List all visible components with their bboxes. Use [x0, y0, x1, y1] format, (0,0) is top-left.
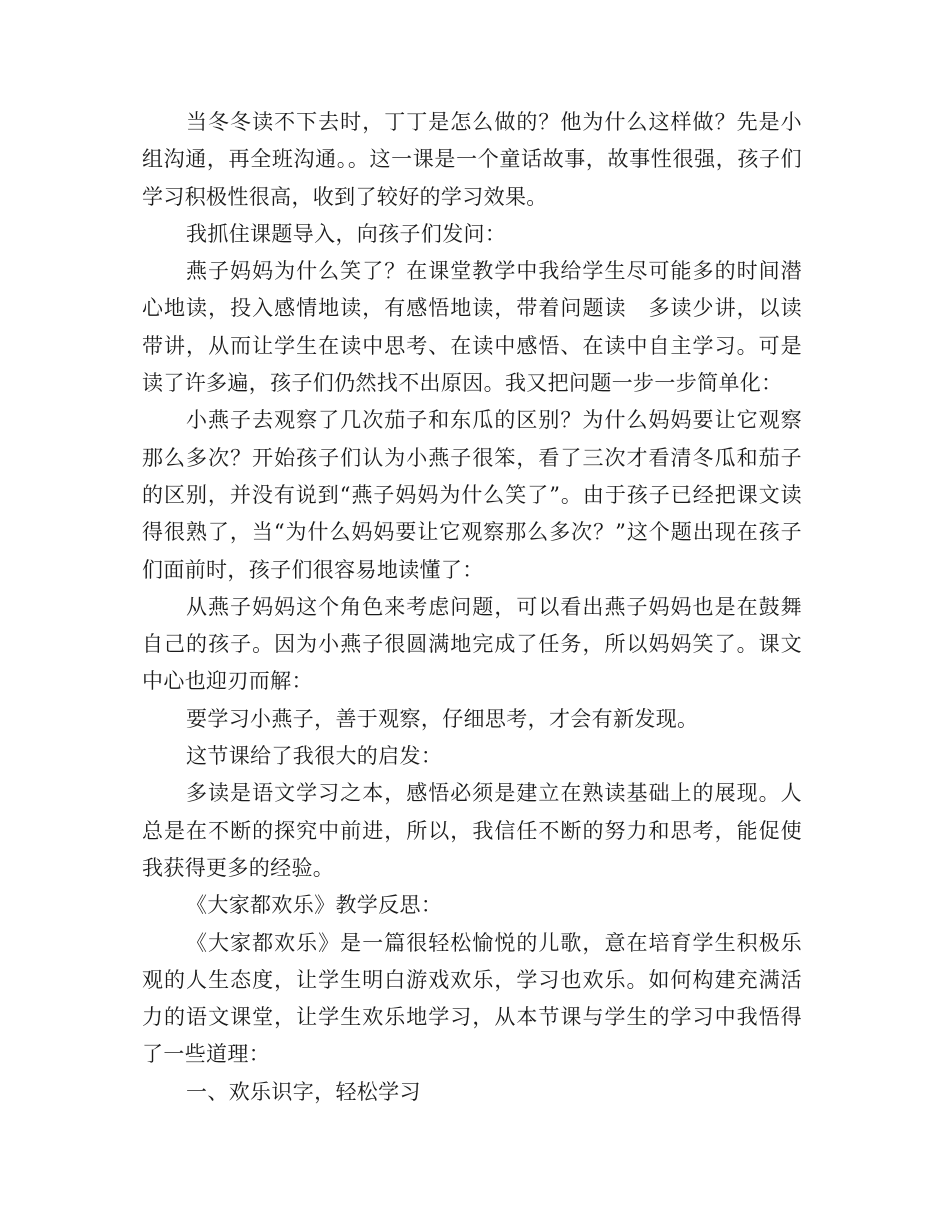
section-title: 《大家都欢乐》教学反思：	[186, 893, 443, 918]
subheading: 一、欢乐识字，轻松学习	[186, 1079, 421, 1104]
paragraph: 小燕子去观察了几次茄子和东瓜的区别？为什么妈妈要让它观察那么多次？开始孩子们认为小燕子很笨，看了三次才看清冬瓜和茄子的区别，并没有说到“燕子妈妈为什么笑了”。由于孩子已经把课文读得很熟了，当“为什么妈妈要让它观察那么多次？”这个题出现在孩子们面前时，孩子们很容易地读懂了：	[142, 408, 802, 582]
paragraph: 多读是语文学习之本，感悟必须是建立在熟读基础上的展现。人总是在不断的探究中前进，所以，我信任不断的努力和思考，能促使我获得更多的经验。	[142, 781, 802, 880]
paragraph: 要学习小燕子，善于观察，仔细思考，才会有新发现。	[186, 706, 699, 731]
paragraph: 从燕子妈妈这个角色来考虑问题，可以看出燕子妈妈也是在鼓舞自己的孩子。因为小燕子很圆满地完成了任务，所以妈妈笑了。课文中心也迎刃而解：	[142, 594, 802, 694]
paragraph: 这节课给了我很大的启发：	[186, 744, 443, 769]
paragraph: 当冬冬读不下去时，丁丁是怎么做的？他为什么这样做？先是小组沟通，再全班沟通。。这一课是一个童话故事，故事性很强，孩子们学习积极性很高，收到了较好的学习效果。	[142, 110, 802, 209]
paragraph: 我抓住课题导入，向孩子们发问：	[186, 221, 507, 246]
document-page	[142, 104, 802, 1111]
paragraph: 《大家都欢乐》是一篇很轻松愉悦的儿歌，意在培育学生积极乐观的人生态度，让学生明白游戏欢乐，学习也欢乐。如何构建充满活力的语文课堂，让学生欢乐地学习，从本节课与学生的学习中我悟得了一些道理：	[142, 930, 802, 1067]
paragraph: 燕子妈妈为什么笑了？在课堂教学中我给学生尽可能多的时间潜心地读，投入感情地读，有感悟地读，带着问题读 多读少讲，以读带讲，从而让学生在读中思考、在读中感悟、在读中自主学习。可是读了许多遍，孩子们仍然找不出原因。我又把问题一步一步简单化：	[142, 259, 802, 396]
